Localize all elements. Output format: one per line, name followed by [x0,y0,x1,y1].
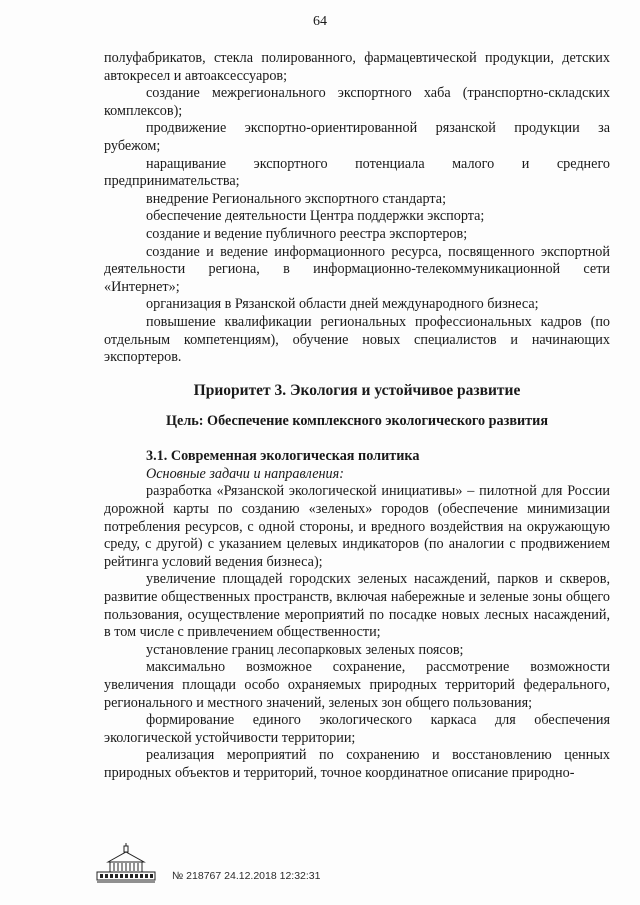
paragraph: формирование единого экологического каркаса для обеспечения экологической устойчивости территории; [104,712,610,746]
page-number: 64 [313,14,327,29]
paragraph: организация в Рязанской области дней международного бизнеса; [146,296,539,313]
tasks-label: Основные задачи и направления: [146,465,344,482]
paragraph: наращивание экспортного потенциала малого и среднего предпринимательства; [104,155,610,190]
paragraph: создание и ведение публичного реестра экспортеров; [146,225,468,242]
government-building-stamp-icon [96,842,156,884]
paragraph: реализация мероприятий по сохранению и восстановлению ценных природных объектов и территорий, точное координатное описание природно- [104,747,610,781]
document-reference: № 218767 24.12.2018 12:32:31 [172,870,321,882]
goal-heading: Цель: Обеспечение комплексного экологического развития [165,412,549,429]
paragraph: обеспечение деятельности Центра поддержки экспорта; [146,208,485,225]
section-heading: 3.1. Современная экологическая политика [146,448,420,465]
paragraph: установление границ лесопарковых зеленых поясов; [146,641,464,658]
priority-heading: Приоритет 3. Экология и устойчивое развитие [193,381,521,399]
section-list [104,483,610,782]
document-footer [96,842,356,892]
paragraph: повышение квалификации региональных профессиональных кадров (по отдельным компетенциям), обучение новых специалистов и начинающих экспортеров. [104,313,610,366]
paragraph: создание и ведение информационного ресурса, посвященного экспортной деятельности региона, в информационно-телекоммуникационной сети «Интернет»; [104,243,610,295]
intro-list [104,50,610,367]
paragraph: максимально возможное сохранение, рассмотрение возможности увеличения площади особо охраняемых природных территорий федерального, регионального и местного значений, зеленых зон общего пользования; [104,659,610,711]
paragraph: разработка «Рязанской экологической инициативы» – пилотной для России дорожной карты по созданию «зеленых» городов (обеспечение минимизации потребления ресурсов, с одной стороны, и вредного воздействия на окружающую среду, с другой) с указанием целевых индикаторов (по аналогии с продвижением рейтинга условий ведения бизнеса); [104,483,610,570]
paragraph: продвижение экспортно-ориентированной рязанской продукции за рубежом; [104,120,610,154]
paragraph: внедрение Регионального экспортного стандарта; [146,190,447,207]
paragraph: полуфабрикатов, стекла полированного, фармацевтической продукции, детских автокресел и автоаксессуаров; [104,50,610,84]
paragraph: создание межрегионального экспортного хаба (транспортно-складских комплексов); [104,85,610,119]
paragraph: увеличение площадей городских зеленых насаждений, парков и скверов, развитие общественных пространств, включая набережные и зеленые зоны общего пользования, осуществление мероприятий по посадке новых лесных насаждений, в том числе с привлечением общественности; [104,571,610,641]
document-body [104,50,610,783]
